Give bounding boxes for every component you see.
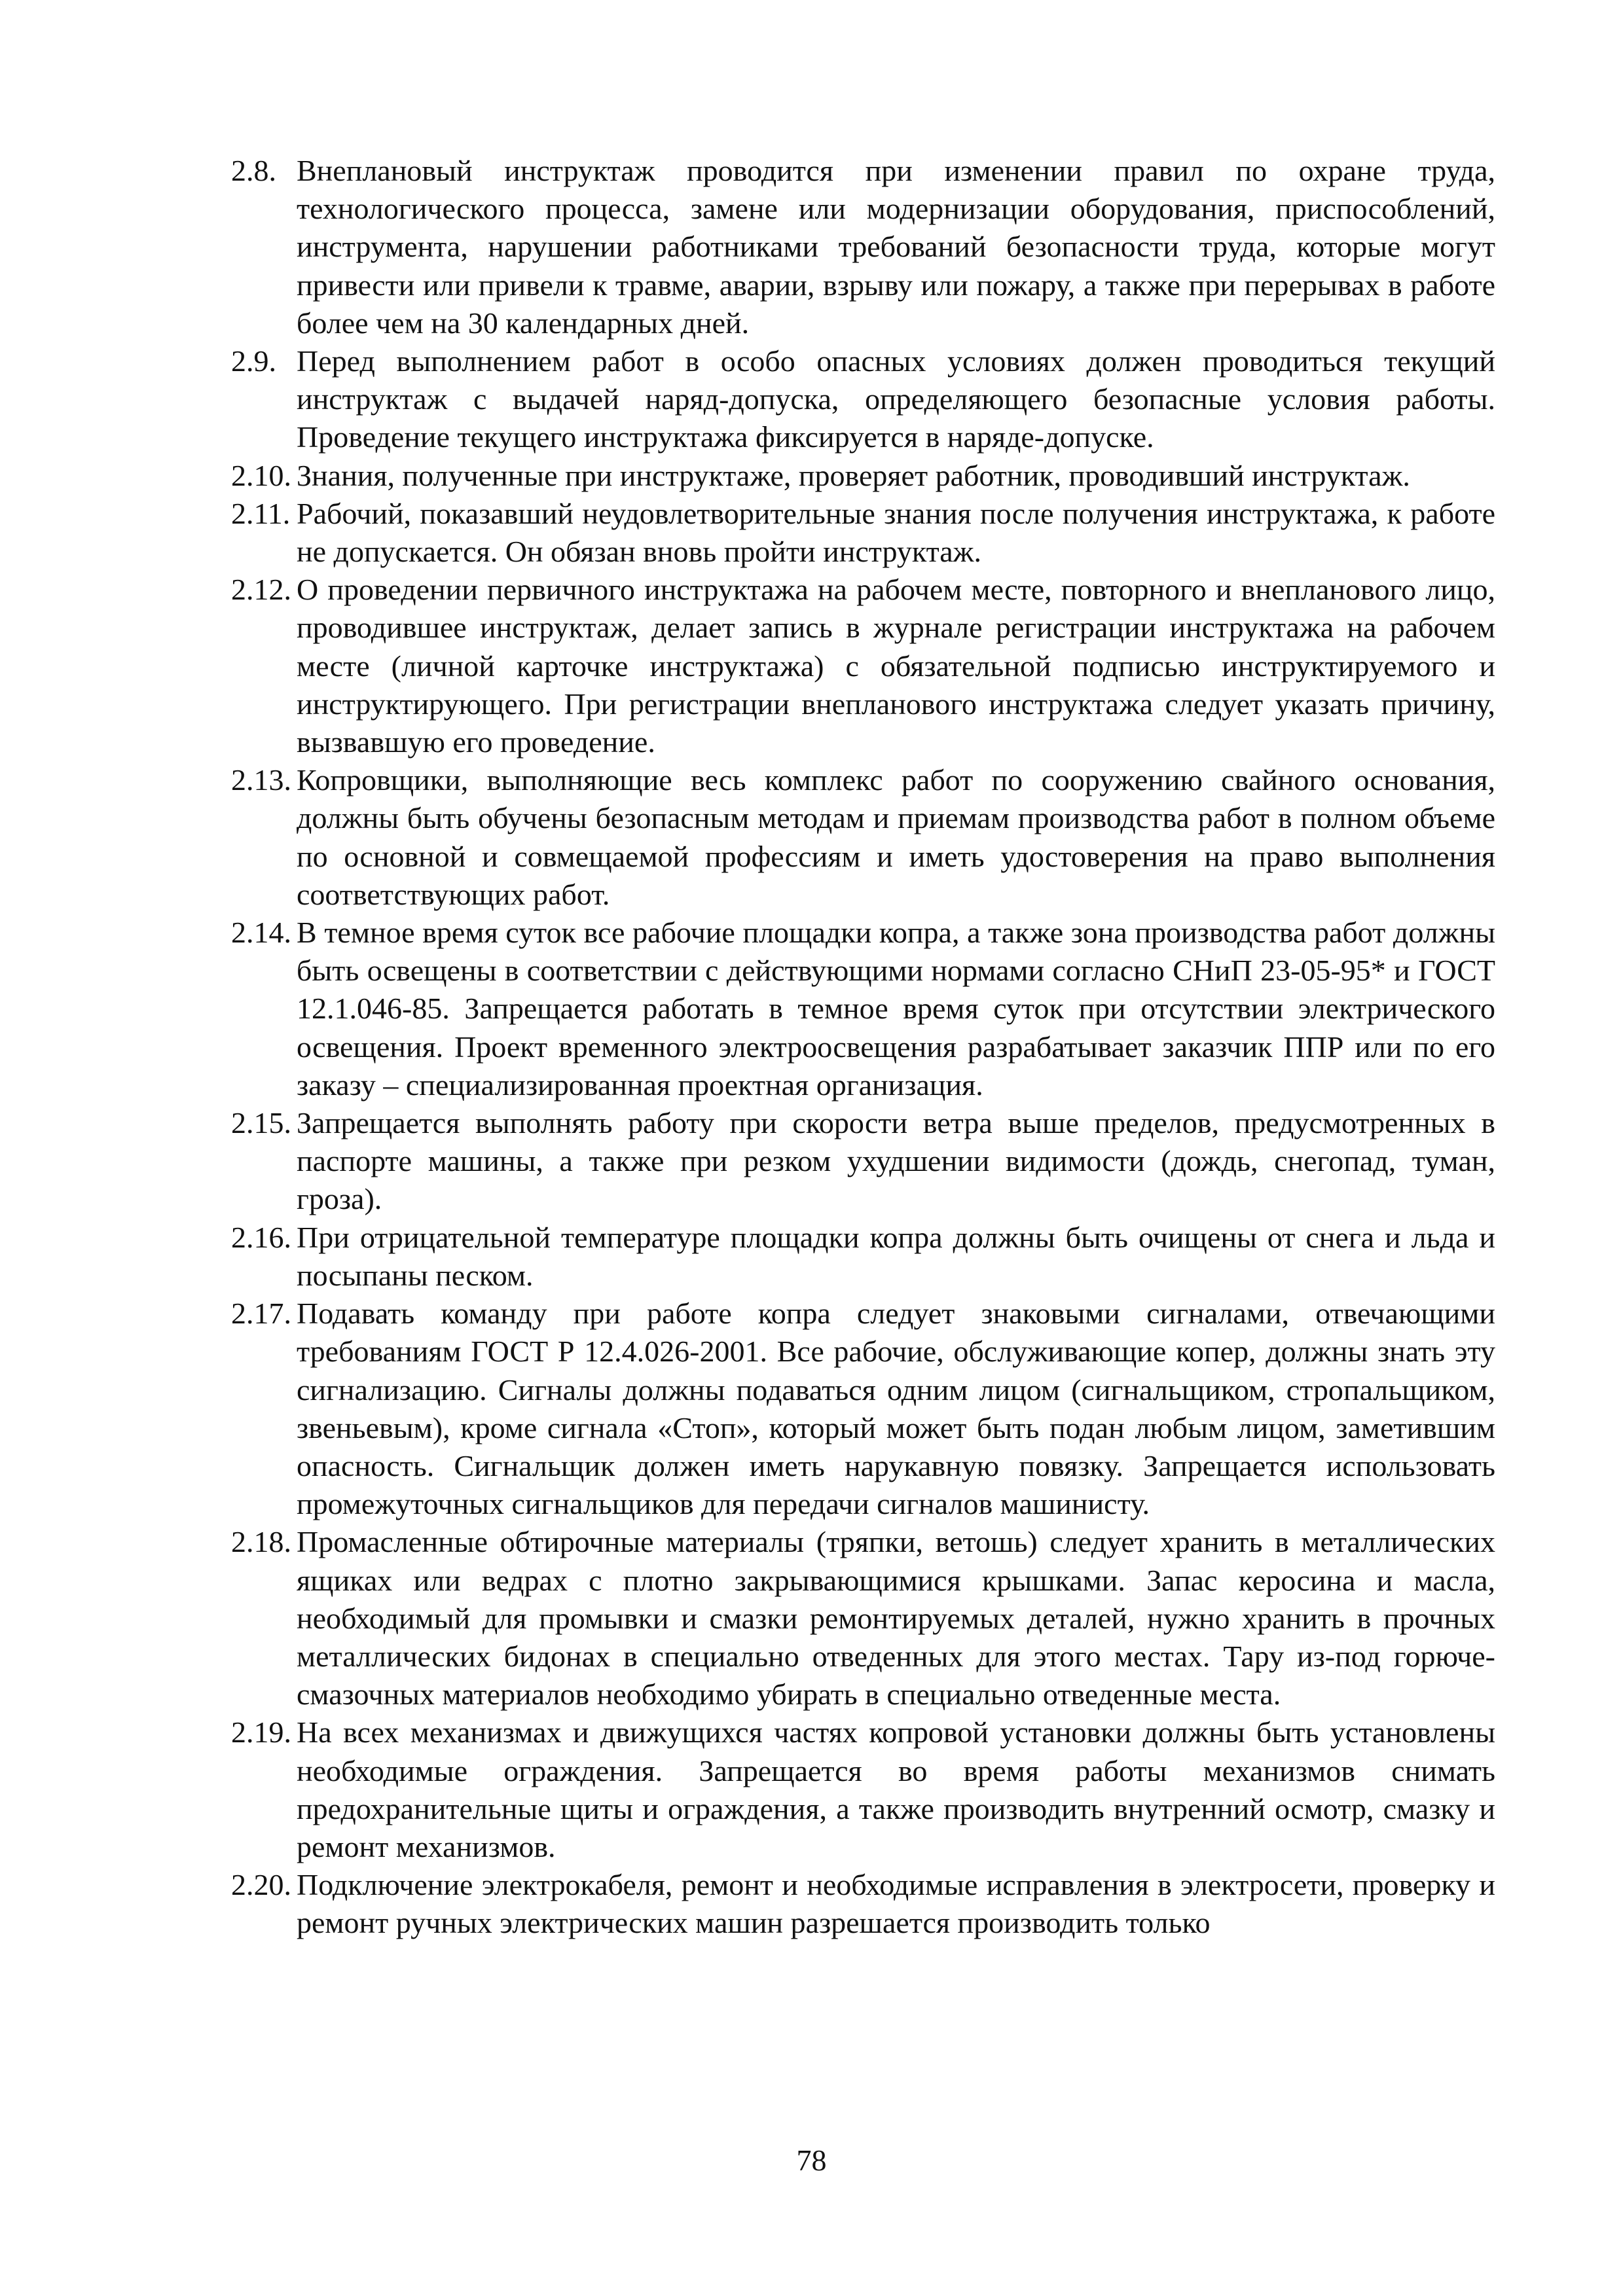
paragraph-2-20 [231,1866,1495,1942]
paragraph-number: 2.13. [231,763,291,797]
paragraph-number: 2.17. [231,1297,291,1331]
paragraph-number: 2.9. [231,344,276,378]
paragraph-2-12 [231,571,1495,761]
paragraph-number: 2.19. [231,1715,291,1749]
paragraph-number: 2.20. [231,1868,291,1902]
paragraph-number: 2.8. [231,154,276,187]
paragraph-2-15 [231,1104,1495,1219]
paragraph-text: При отрицательной температуре площадки копра должны быть очищены от снега и льда и посыпаны песком. [297,1220,1495,1292]
page-body [231,152,1495,1943]
paragraph-number: 2.14. [231,916,291,950]
paragraph-2-11 [231,495,1495,571]
paragraph-2-9 [231,342,1495,457]
paragraph-text: Подключение электрокабеля, ремонт и необходимые исправления в электросети, проверку и ремонт ручных электрических машин разрешается производить только [297,1868,1495,1940]
paragraph-text: На всех механизмах и движущихся частях копровой установки должны быть установлены необходимые ограждения. Запрещается во время работы механизмов снимать предохранительные щиты и ограждения, а также производить внутренний осмотр, смазку и ремонт механизмов. [297,1715,1495,1863]
paragraph-text: Рабочий, показавший неудовлетворительные знания после получения инструктажа, к работе не допускается. Он обязан вновь пройти инструктаж. [297,496,1495,569]
paragraph-2-14 [231,914,1495,1104]
paragraph-number: 2.15. [231,1106,291,1140]
paragraph-2-10 [231,457,1495,495]
paragraph-number: 2.11. [231,496,291,530]
paragraph-2-19 [231,1713,1495,1866]
paragraph-number: 2.12. [231,573,291,607]
paragraph-2-17 [231,1295,1495,1523]
paragraph-2-8 [231,152,1495,342]
paragraph-text: Перед выполнением работ в особо опасных условиях должен проводиться текущий инструктаж с выдачей наряд-допуска, определяющего безопасные условия работы. Проведение текущего инструктажа фиксируется в наряде-допуске. [297,344,1495,454]
paragraph-text: Внеплановый инструктаж проводится при изменении правил по охране труда, технологического процесса, замене или модернизации оборудования, приспособлений, инструмента, нарушении работниками требований безопасности труда, которые могут привести или привели к травме, аварии, взрыву или пожару, а также при перерывах в работе более чем на 30 календарных дней. [297,154,1495,340]
paragraph-text: Промасленные обтирочные материалы (тряпки, ветошь) следует хранить в металлических ящиках или ведрах с плотно закрывающимися крышками. Запас керосина и масла, необходимый для промывки и смазки ремонтируемых деталей, нужно хранить в прочных металлических бидонах в специально отведенных для этого местах. Тару из-под горюче-смазочных материалов необходимо убирать в специально отведенные места. [297,1525,1495,1712]
paragraph-text: В темное время суток все рабочие площадки копра, а также зона производства работ должны быть освещены в соответствии с действующими нормами согласно СНиП 23-05-95* и ГОСТ 12.1.046-85. Запрещается работать в темное время суток при отсутствии электрического освещения. Проект временного электроосвещения разрабатывает заказчик ППР или по его заказу – специализированная проектная организация. [297,916,1495,1102]
paragraph-2-18 [231,1523,1495,1713]
paragraph-text: Запрещается выполнять работу при скорости ветра выше пределов, предусмотренных в паспорте машины, а также при резком ухудшении видимости (дождь, снегопад, туман, гроза). [297,1106,1495,1216]
paragraph-text: Подавать команду при работе копра следует знаковыми сигналами, отвечающими требованиям ГОСТ Р 12.4.026-2001. Все рабочие, обслуживающие копер, должны знать эту сигнализацию. Сигналы должны подаваться одним лицом (сигнальщиком, стропальщиком, звеньевым), кроме сигнала «Стоп», который может быть подан любым лицом, заметившим опасность. Сигнальщик должен иметь нарукавную повязку. Запрещается использовать промежуточных сигнальщиков для передачи сигналов машинисту. [297,1297,1495,1521]
paragraph-2-13 [231,761,1495,914]
paragraph-number: 2.10. [231,458,291,492]
page-number: 78 [796,2144,827,2177]
paragraph-text: Знания, полученные при инструктаже, проверяет работник, проводивший инструктаж. [297,458,1410,492]
paragraph-number: 2.16. [231,1220,291,1254]
paragraph-text: О проведении первичного инструктажа на рабочем месте, повторного и внепланового лицо, проводившее инструктаж, делает запись в журнале регистрации инструктажа на рабочем месте (личной карточке инструктажа) с обязательной подписью инструктируемого и инструктирующего. При регистрации внепланового инструктажа следует указать причину, вызвавшую его проведение. [297,573,1495,759]
paragraph-text: Копровщики, выполняющие весь комплекс работ по сооружению свайного основания, должны быть обучены безопасным методам и приемам производства работ в полном объеме по основной и совмещаемой профессиям и иметь удостоверения на право выполнения соответствующих работ. [297,763,1495,911]
paragraph-number: 2.18. [231,1525,291,1559]
paragraph-2-16 [231,1219,1495,1295]
